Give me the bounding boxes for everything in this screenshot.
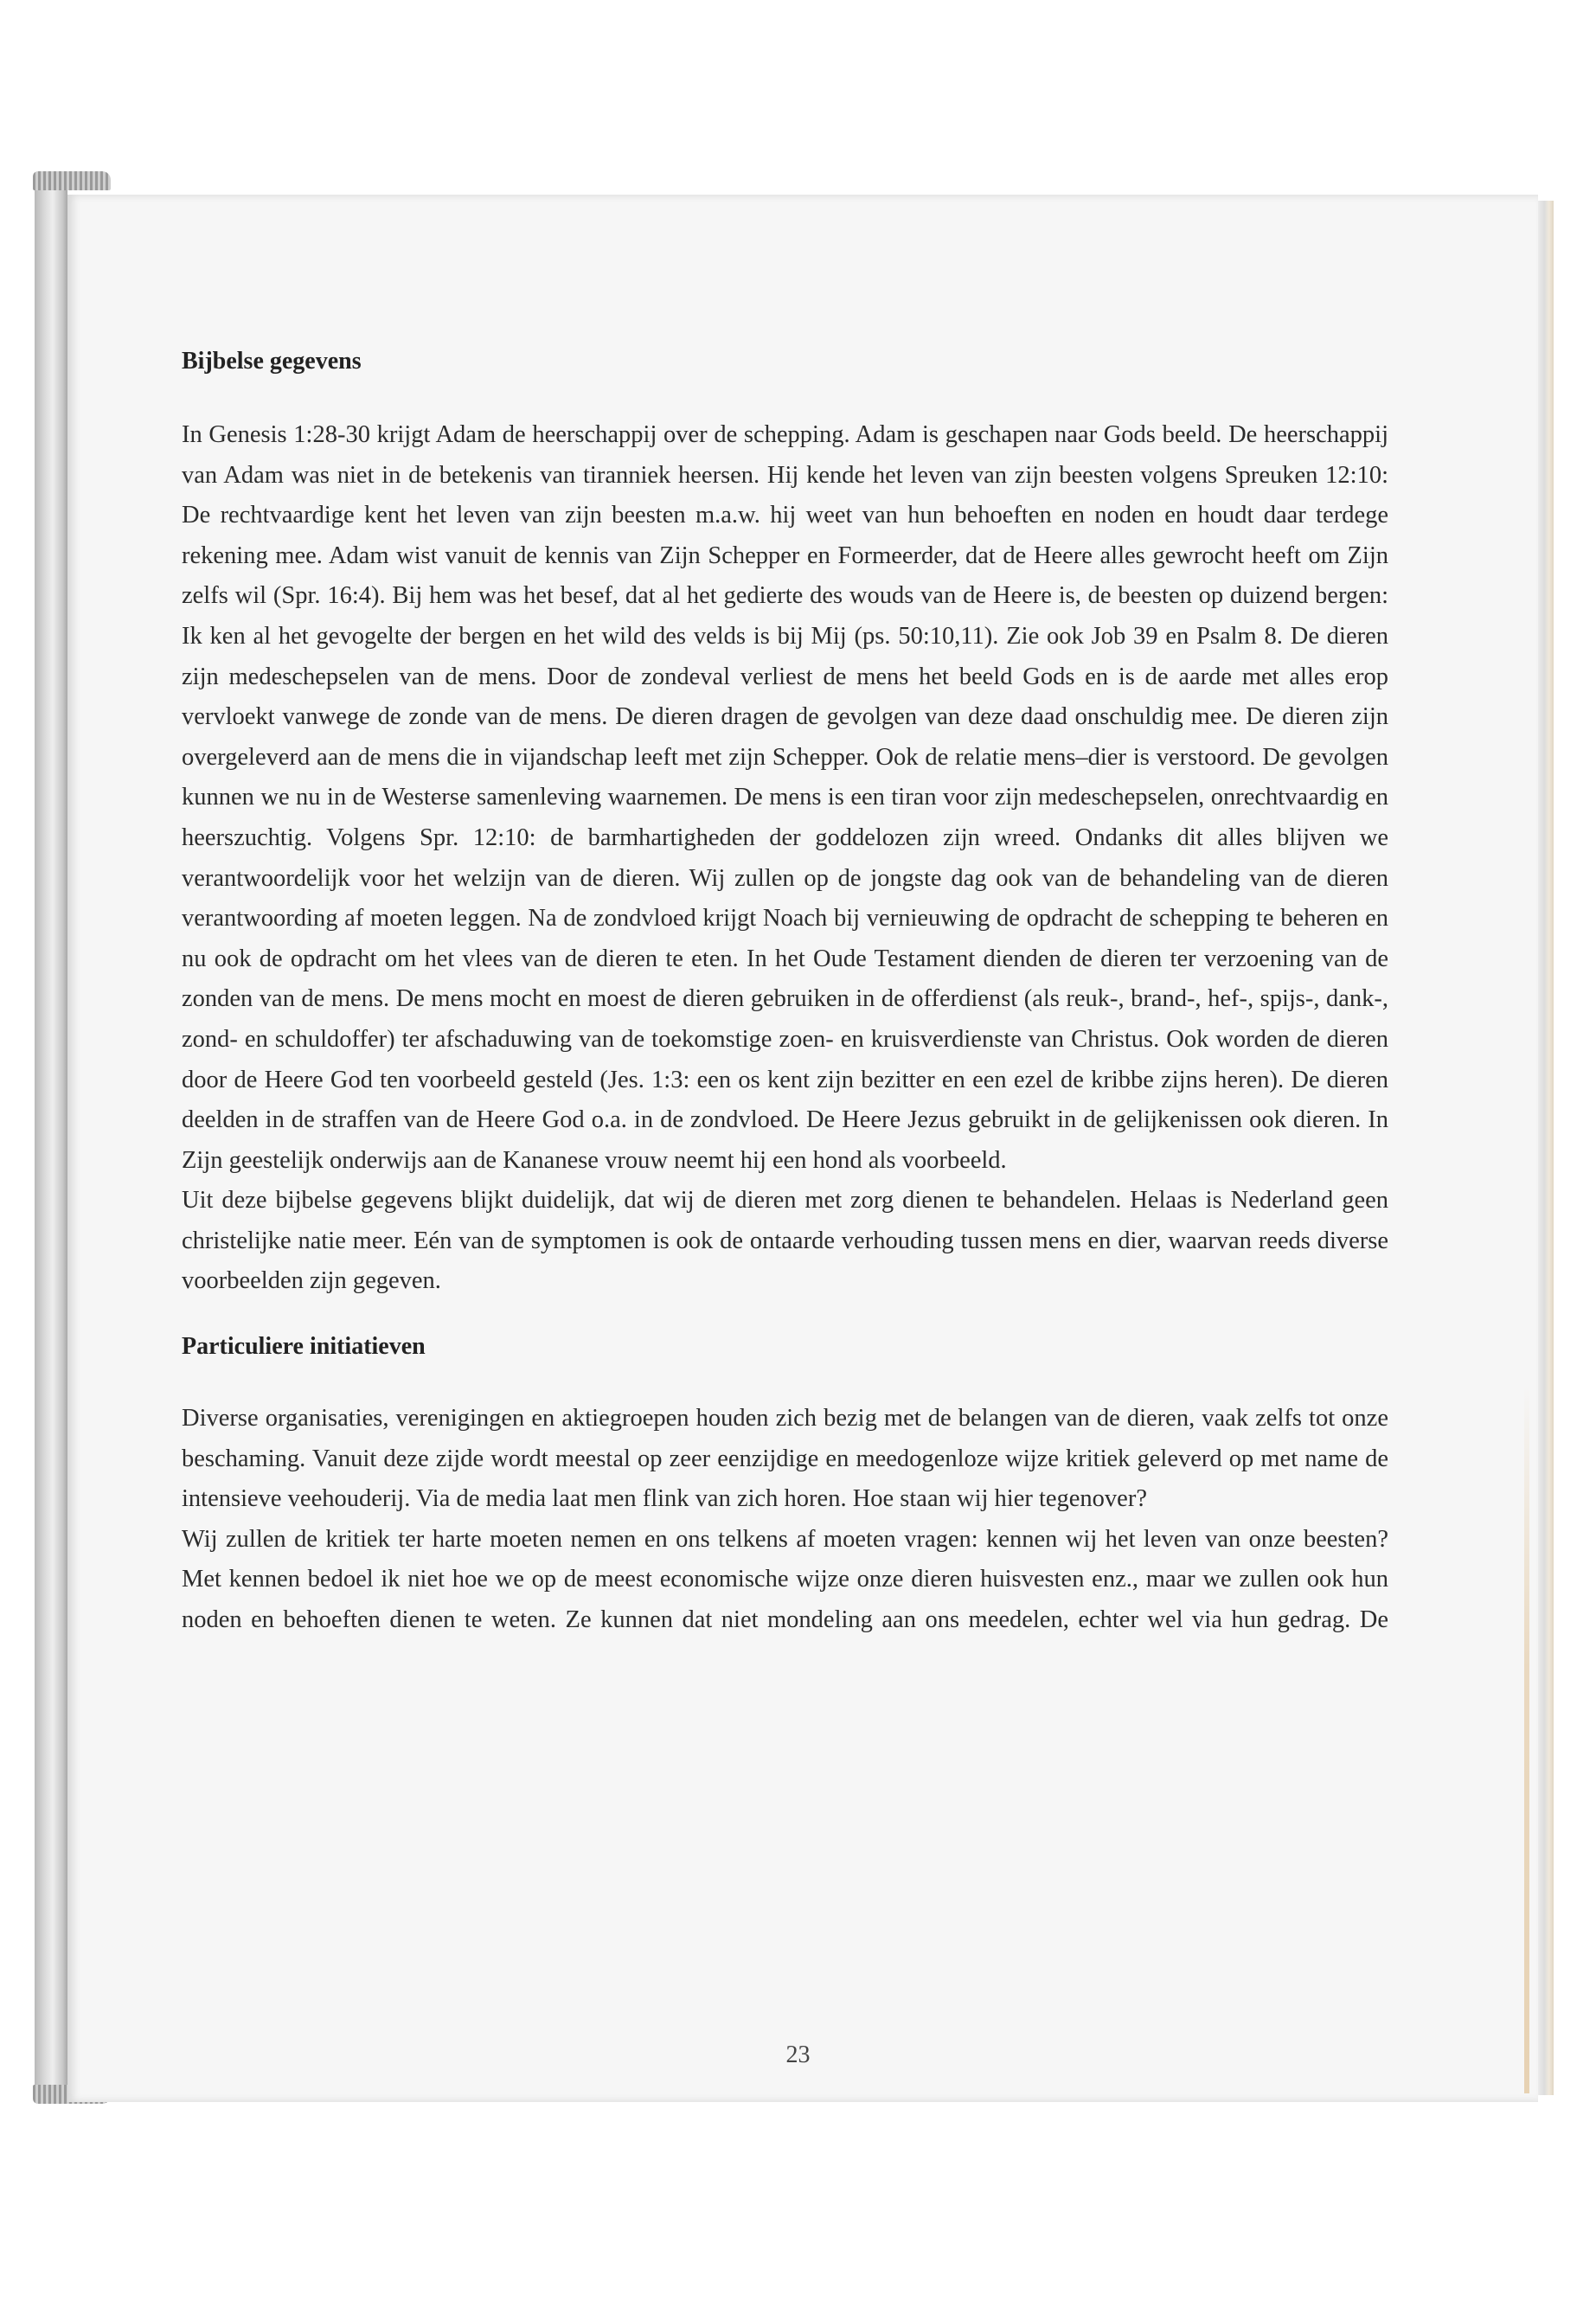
paragraph: In Genesis 1:28-30 krijgt Adam de heerschappij over de schepping. Adam is geschapen naar Gods beeld. De heerschappij van Adam was niet in de betekenis van tiranniek heersen. Hij kende het leven van zijn beesten volgens Spreuken 12:10: De rechtvaardige kent het leven van zijn beesten m.a.w. hij weet van hun behoeften en noden en houdt daar terdege rekening mee. Adam wist vanuit de kennis van Zijn Schepper en Formeerder, dat de Heere alles gewrocht heeft om Zijn zelfs wil (Spr. 16:4). Bij hem was het besef, dat al het gedierte des wouds van de Heere is, de beesten op duizend bergen: Ik ken al het gevogelte der bergen en het wild des velds is bij Mij (ps. 50:10,11). Zie ook Job 39 en Psalm 8. De dieren zijn medeschepselen van de mens. Door de zondeval verliest de mens het beeld Gods en is de aarde met alles erop vervloekt vanwege de zonde van de mens. De dieren dragen de gevolgen van deze daad onschuldig mee. De dieren zijn overgeleverd aan de mens die in vijandschap leeft met zijn Schepper. Ook de relatie mens–dier is verstoord. De gevolgen kunnen we nu in de Westerse samenleving waarnemen. De mens is een tiran voor zijn medeschepselen, onrechtvaardig en heerszuchtig. Volgens Spr. 12:10: de barmhartigheden der goddelozen zijn wreed. Ondanks dit alles blijven we verantwoordelijk voor het welzijn van de dieren. Wij zullen op de jongste dag ook van de behandeling van de dieren verantwoording af moeten leggen. Na de zondvloed krijgt Noach bij vernieuwing de opdracht de schepping te beheren en nu ook de opdracht om het vlees van de dieren te eten. In het Oude Testament dienden de dieren ter verzoening van de zonden van de mens. De mens mocht en moest de dieren gebruiken in de offerdienst (als reuk-, brand-, hef-, spijs-, dank-, zond- en schuldoffer) ter afschaduwing van de toekomstige zoen- en kruisverdienste van Christus. Ook worden de dieren door de Heere God ten voorbeeld gesteld (Jes. 1:3: een os kent zijn bezitter en een ezel de kribbe zijns heren). De dieren deelden in de straffen van de Heere God o.a. in de zondvloed. De Heere Jezus gebruikt in de gelijkenissen ook dieren. In Zijn geestelijk onderwijs aan de Kananese vrouw neemt hij een hond als voorbeeld. (182, 421, 1388, 1174)
section-heading-particuliere-initiatieven: Particuliere initiatieven (182, 1333, 426, 1361)
section-heading-bijbelse-gegevens: Bijbelse gegevens (182, 348, 362, 375)
spine-headband-top (33, 171, 111, 190)
paragraph: Wij zullen de kritiek ter harte moeten nemen en ons telkens af moeten vragen: kennen wij het leven van onze beesten? Met kennen bedoel ik niet hoe we op de meest economische wijze onze dieren huisvesten enz., maar we zullen ook hun noden en behoeften dienen te weten. Ze kunnen dat niet mondeling aan ons meedelen, echter wel via hun gedrag. De (182, 1525, 1388, 1634)
page-edge (1538, 201, 1554, 2095)
page-number: 23 (785, 2041, 811, 2068)
page-content (182, 346, 1388, 1641)
paragraph: Uit deze bijbelse gegevens blijkt duidelijk, dat wij de dieren met zorg dienen te behandelen. Helaas is Nederland geen christelijke natie meer. Eén van de symptomen is ook de ontaarde verhouding tussen mens en dier, waarvan reeds diverse voorbeelden zijn gegeven. (182, 1187, 1388, 1295)
page-edge-shadow (1524, 1384, 1529, 2093)
paragraph: Diverse organisaties, verenigingen en aktiegroepen houden zich bezig met de belangen van de dieren, vaak zelfs tot onze beschaming. Vanuit deze zijde wordt meestal op zeer eenzijdige en meedogenloze wijze kritiek geleverd op met name de intensieve veehouderij. Via de media laat men flink van zich horen. Hoe staan wij hier tegenover? (182, 1405, 1388, 1513)
book-spine (35, 177, 67, 2093)
